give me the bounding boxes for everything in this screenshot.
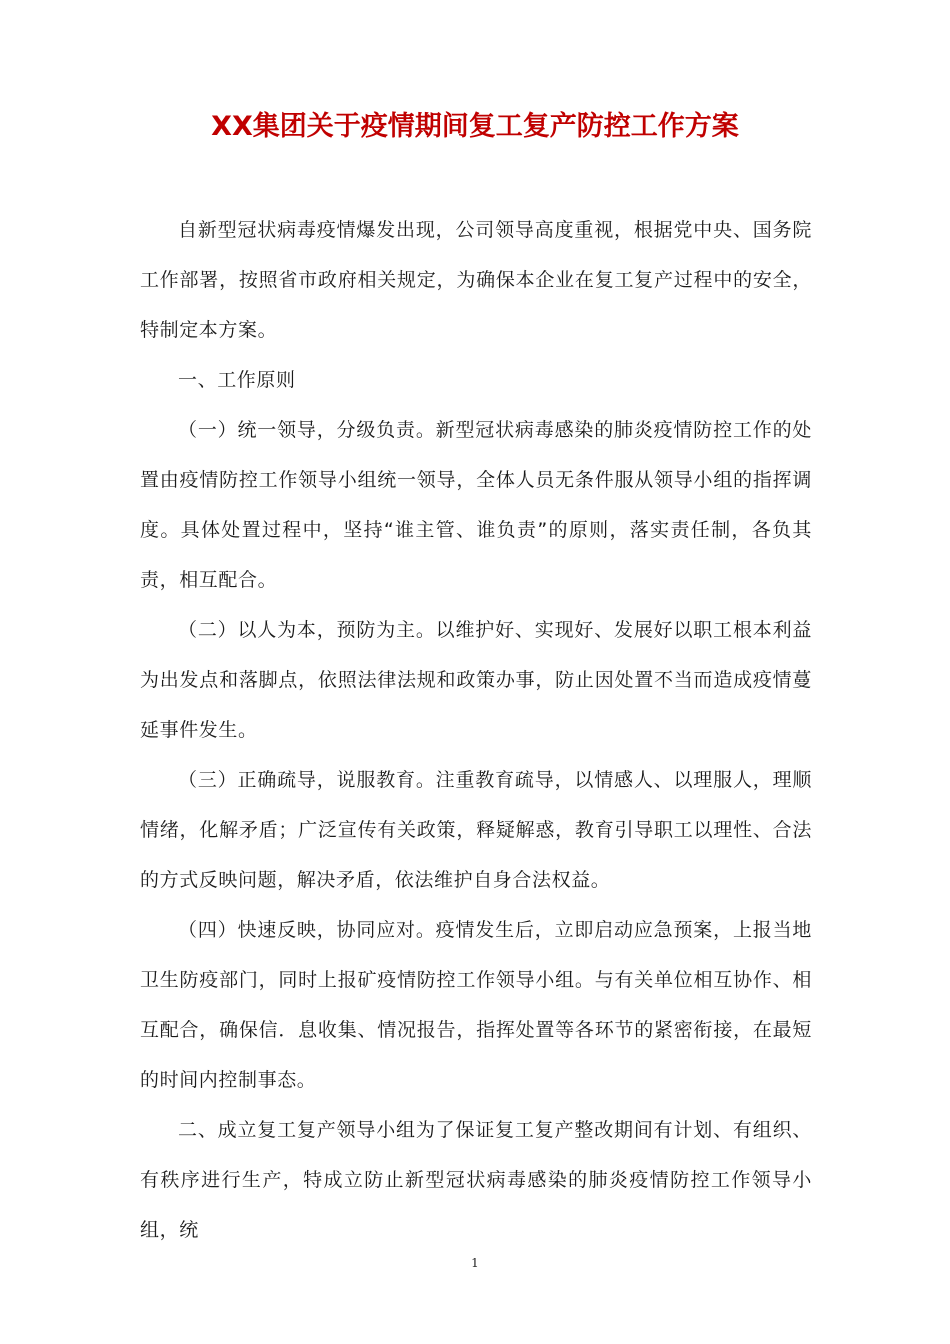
paragraph-principle-1: （一）统一领导，分级负责。新型冠状病毒感染的肺炎疫情防控工作的处置由疫情防控工作领导小组统一领导，全体人员无条件服从领导小组的指挥调度。具体处置过程中，坚持“谁主管、谁负责”的原则，落实责任制，各负其责，相互配合。 bbox=[140, 419, 812, 591]
section-heading-work-principles: 一、工作原则 bbox=[178, 369, 296, 391]
paragraph-intro: 自新型冠状病毒疫情爆发出现，公司领导高度重视，根据党中央、国务院工作部署，按照省市政府相关规定，为确保本企业在复工复产过程中的安全，特制定本方案。 bbox=[140, 219, 812, 341]
document-title: XX集团关于疫情期间复工复产防控工作方案 bbox=[211, 111, 739, 142]
document-body bbox=[140, 205, 812, 1255]
paragraph-section-2: 二、成立复工复产领导小组为了保证复工复产整改期间有计划、有组织、有秩序进行生产，特成立防止新型冠状病毒感染的肺炎疫情防控工作领导小组，统 bbox=[140, 1119, 812, 1241]
paragraph-principle-3: （三）正确疏导，说服教育。注重教育疏导，以情感人、以理服人，理顺情绪，化解矛盾；广泛宣传有关政策，释疑解惑，教育引导职工以理性、合法的方式反映问题，解决矛盾，依法维护自身合法权益。 bbox=[140, 769, 812, 891]
page-number: 1 bbox=[471, 1256, 479, 1270]
paragraph-principle-4: （四）快速反映，协同应对。疫情发生后，立即启动应急预案，上报当地卫生防疫部门，同时上报矿疫情防控工作领导小组。与有关单位相互协作、相互配合，确保信．息收集、情况报告，指挥处置等各环节的紧密衔接，在最短的时间内控制事态。 bbox=[140, 919, 812, 1091]
paragraph-principle-2: （二）以人为本，预防为主。以维护好、实现好、发展好以职工根本利益为出发点和落脚点，依照法律法规和政策办事，防止因处置不当而造成疫情蔓延事件发生。 bbox=[140, 619, 812, 741]
